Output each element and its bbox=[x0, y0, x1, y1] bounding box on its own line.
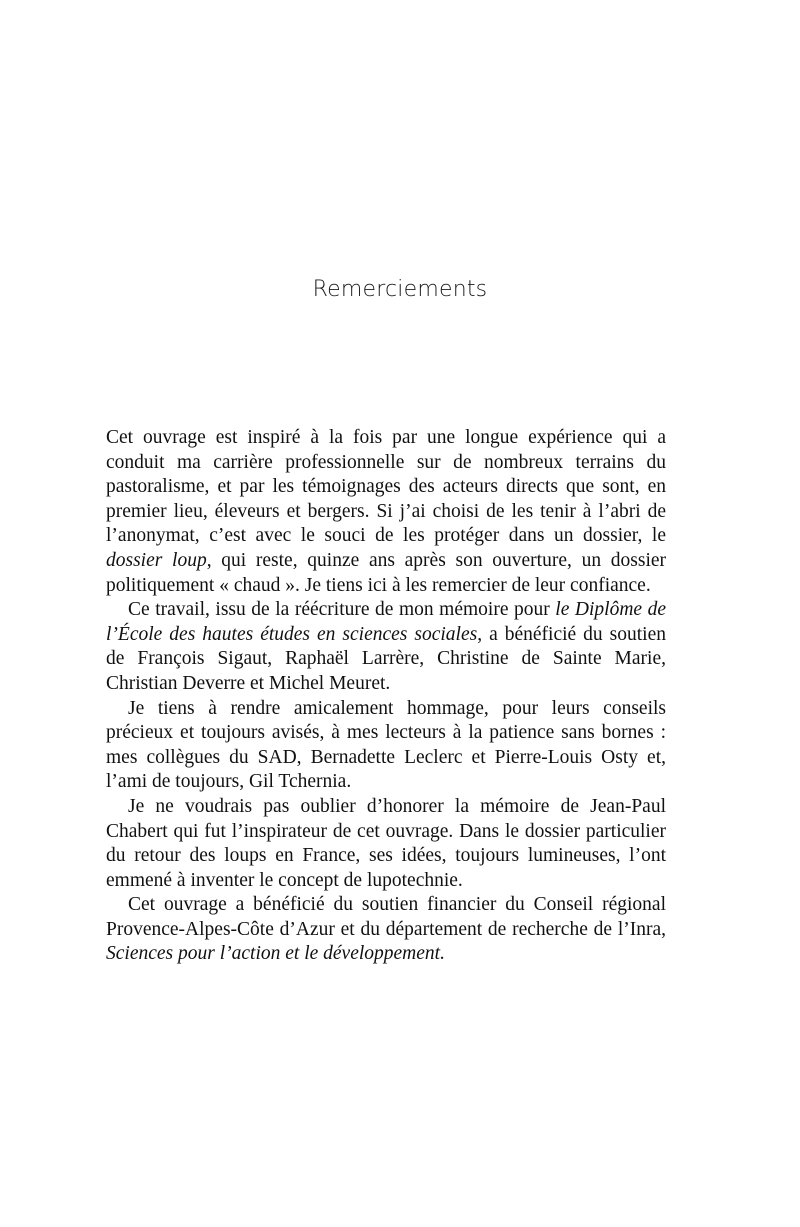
acknowledgements-body bbox=[106, 426, 666, 967]
paragraph-4: Je ne voudrais pas oublier d’honorer la mémoire de Jean-Paul Chabert qui fut l’inspirateur de cet ouvrage. Dans le dossier particulier du retour des loups en France, ses idées, toujours lumineuses, l’ont emmené à inventer le concept de lupotechnie. bbox=[106, 795, 666, 891]
paragraph-2: Ce travail, issu de la réécriture de mon mémoire pour le Diplôme de l’École des hautes études en sciences sociales, a bénéficié du soutien de François Sigaut, Raphaël Larrère, Christine de Sainte Marie, Christian Deverre et Michel Meuret. bbox=[106, 599, 666, 694]
paragraph-3: Je tiens à rendre amicalement hommage, pour leurs conseils précieux et toujours avisés, à mes lecteurs à la patience sans bornes : mes collègues du SAD, Bernadette Leclerc et Pierre-Louis Osty et, l’ami de toujours, Gil Tchernia. bbox=[106, 697, 666, 793]
page-title: Remerciements bbox=[312, 276, 488, 302]
paragraph-1: Cet ouvrage est inspiré à la fois par une longue expérience qui a conduit ma carrière professionnelle sur de nombreux terrains du pastoralisme, et par les témoignages des acteurs directs que sont, en premier lieu, éleveurs et bergers. Si j’ai choisi de les tenir à l’abri de l’anonymat, c’est avec le souci de les protéger dans un dossier, le dossier loup, qui reste, quinze ans après son ouverture, un dossier politiquement « chaud ». Je tiens ici à les remercier de leur confiance. bbox=[106, 427, 667, 596]
paragraph-5: Cet ouvrage a bénéficié du soutien financier du Conseil régional Provence-Alpes-Côte d’Azur et du département de recherche de l’Inra, Sciences pour l’action et le développement. bbox=[106, 894, 666, 965]
